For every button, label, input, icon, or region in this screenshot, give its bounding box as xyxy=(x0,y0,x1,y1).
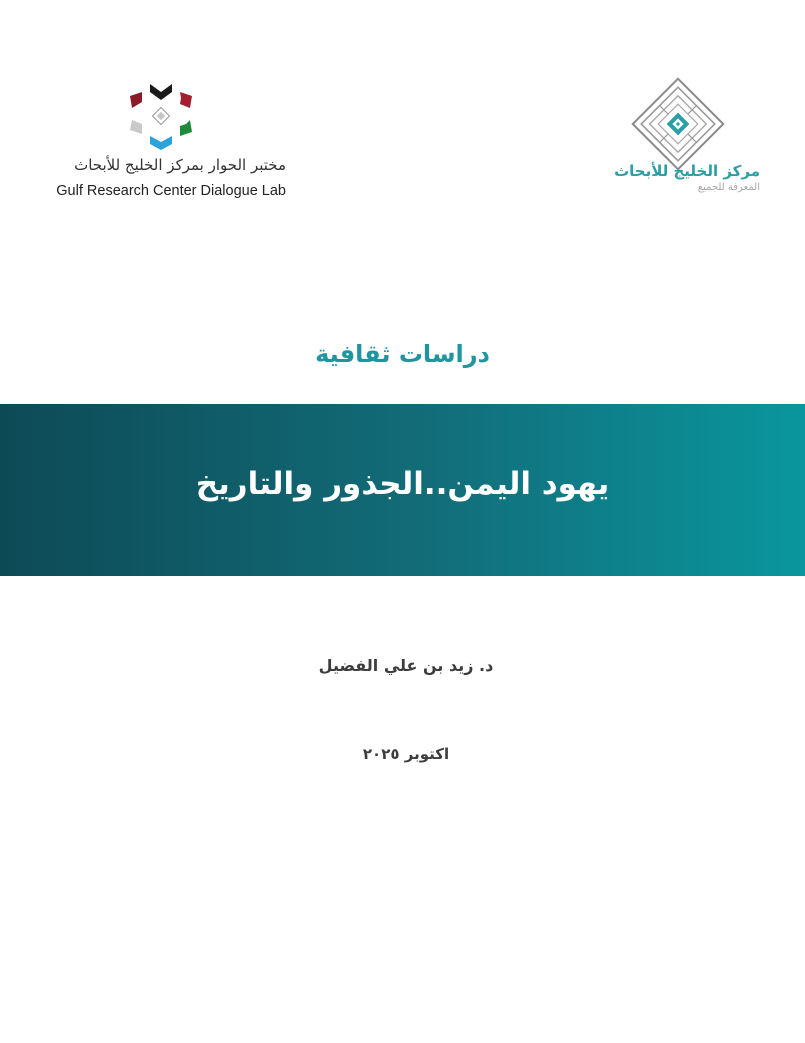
gulf-research-center-logo xyxy=(628,74,728,174)
publication-date: اكتوبر ٢٠٢٥ xyxy=(362,745,450,763)
dialogue-lab-name-arabic: مختبر الحوار بمركز الخليج للأبحاث xyxy=(74,156,286,174)
document-title: يهود اليمن..الجذور والتاريخ xyxy=(195,466,610,502)
series-label: دراسات ثقافية xyxy=(315,340,490,368)
dialogue-lab-name-english: Gulf Research Center Dialogue Lab xyxy=(56,183,286,199)
author-name: د. زيد بن علي الفضيل xyxy=(318,656,494,675)
gulf-center-tagline: المعرفة للجميع xyxy=(697,182,760,193)
gulf-center-name: مركز الخليج للأبحاث xyxy=(614,162,760,180)
dialogue-lab-logo xyxy=(120,78,202,150)
